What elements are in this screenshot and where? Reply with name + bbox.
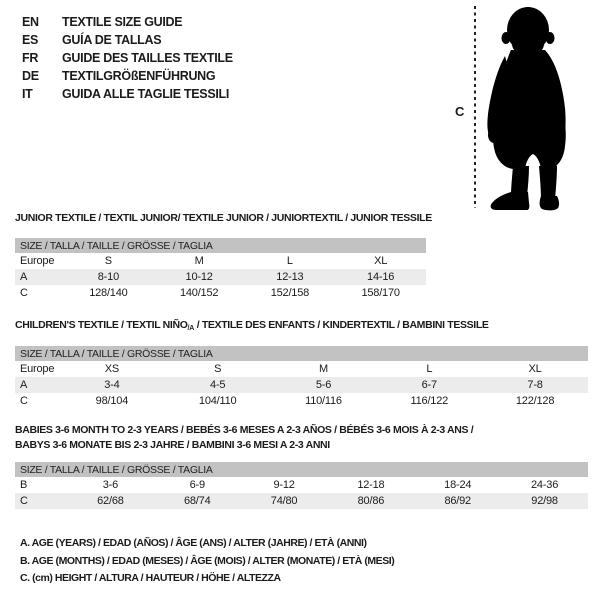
row-label: C	[20, 495, 28, 507]
children-title-subscript: /A	[187, 325, 195, 332]
babies-table-rows	[15, 477, 588, 509]
table-cell: 6-9	[189, 479, 205, 491]
children-size-table	[15, 346, 588, 409]
row-label: A	[20, 379, 28, 391]
row-label: C	[20, 287, 28, 299]
measurement-notes	[20, 537, 394, 590]
table-cell: S	[214, 363, 222, 375]
table-row	[15, 361, 588, 377]
table-cell: 4-5	[210, 379, 226, 391]
table-cell: 128/140	[89, 287, 128, 299]
row-label: A	[20, 271, 28, 283]
language-row	[22, 13, 233, 31]
baby-silhouette-icon	[487, 4, 579, 212]
language-code: ES	[22, 33, 39, 47]
table-cell: 110/116	[305, 395, 342, 407]
language-row	[22, 85, 233, 103]
note-line: C. (cm) HEIGHT / ALTURA / HAUTEUR / HÖHE / ALTEZZA	[20, 572, 281, 584]
height-measure-label: C	[455, 104, 465, 119]
junior-section-title: JUNIOR TEXTILE / TEXTIL JUNIOR/ TEXTILE JUNIOR / JUNIORTEXTIL / JUNIOR TESSILE	[15, 212, 432, 224]
language-guide-title: GUIDA ALLE TAGLIE TESSILI	[62, 87, 230, 101]
language-guide-title: GUIDE DES TAILLES TEXTILE	[62, 51, 233, 65]
table-cell: 3-6	[102, 479, 119, 491]
table-row	[15, 477, 588, 493]
table-row	[15, 493, 588, 509]
language-guide-title: GUÍA DE TALLAS	[62, 33, 162, 47]
table-cell: 12-18	[357, 479, 385, 491]
note-line: A. AGE (YEARS) / EDAD (AÑOS) / ÂGE (ANS) / ALTER (JAHRE) / ETÀ (ANNI)	[20, 537, 367, 549]
table-cell: 5-6	[315, 379, 332, 391]
junior-table-rows	[15, 253, 426, 301]
language-row	[22, 31, 233, 49]
table-cell: M	[194, 255, 204, 267]
junior-size-table	[15, 238, 426, 301]
table-cell: 8-10	[97, 271, 119, 283]
table-cell: 68/74	[183, 495, 211, 507]
language-title-block	[22, 13, 233, 103]
language-code: DE	[22, 69, 39, 83]
table-cell: M	[319, 363, 328, 375]
babies-title-line2: BABYS 3-6 MONATE BIS 2-3 JAHRE / BAMBINI 3-6 MESI A 2-3 ANNI	[15, 439, 330, 451]
table-cell: 3-4	[104, 379, 120, 391]
table-cell: 86/92	[444, 495, 471, 507]
table-cell: L	[286, 255, 293, 267]
row-label: B	[20, 479, 28, 491]
table-cell: 10-12	[185, 271, 213, 283]
table-cell: 140/152	[179, 287, 219, 299]
table-row	[15, 269, 426, 285]
table-row	[15, 377, 588, 393]
children-section-title	[15, 319, 489, 332]
children-table-rows	[15, 361, 588, 409]
language-code: FR	[22, 51, 39, 65]
children-title-text-after: / TEXTILE DES ENFANTS / KINDERTEXTIL / BAMBINI TESSILE	[194, 319, 489, 331]
table-cell: 152/158	[270, 287, 310, 299]
language-row	[22, 49, 233, 67]
babies-title-line1: BABIES 3-6 MONTH TO 2-3 YEARS / BEBÉS 3-6 MESES A 2-3 AÑOS / BÉBÉS 3-6 MOIS À 2-3 ANS /	[15, 424, 474, 436]
table-cell: 158/170	[361, 287, 400, 299]
table-cell: 12-13	[276, 271, 304, 283]
table-cell: 122/128	[515, 395, 555, 407]
babies-size-table	[15, 462, 588, 509]
table-cell: 104/110	[198, 395, 237, 407]
children-title-text: CHILDREN'S TEXTILE / TEXTIL NIÑO	[15, 319, 188, 331]
table-cell: 14-16	[367, 271, 395, 283]
table-cell: XL	[528, 363, 542, 375]
table-cell: 9-12	[273, 479, 295, 491]
table-cell: XL	[374, 255, 388, 267]
language-guide-title: TEXTILGRÖßENFÜHRUNG	[62, 69, 216, 83]
note-line: B. AGE (MONTHS) / EDAD (MESES) / ÂGE (MOIS) / ALTER (MONATE) / ETÀ (MESI)	[20, 554, 395, 567]
table-row	[15, 393, 588, 409]
table-cell: 18-24	[444, 479, 472, 491]
size-band-header: SIZE / TALLA / TAILLE / GRÖSSE / TAGLIA	[15, 238, 426, 253]
babies-section-title	[15, 423, 473, 453]
row-label: C	[20, 395, 28, 407]
table-cell: 6-7	[421, 379, 437, 391]
language-code: IT	[22, 87, 33, 101]
language-row	[22, 67, 233, 85]
table-row	[15, 285, 426, 301]
height-measure-line	[474, 6, 476, 208]
language-guide-title: TEXTILE SIZE GUIDE	[62, 15, 183, 29]
table-cell: 80/86	[357, 495, 385, 507]
table-cell: 116/122	[410, 395, 449, 407]
table-cell: 98/104	[95, 395, 129, 407]
row-label: Europe	[20, 363, 55, 375]
table-row	[15, 253, 426, 269]
table-cell: 74/80	[270, 495, 298, 507]
table-cell: XS	[104, 363, 120, 375]
row-label: Europe	[20, 255, 55, 267]
table-cell: 62/68	[97, 495, 124, 507]
table-cell: 7-8	[527, 379, 543, 391]
language-code: EN	[22, 15, 39, 29]
table-cell: L	[426, 363, 433, 375]
table-cell: 92/98	[531, 495, 558, 507]
table-cell: 24-36	[530, 479, 559, 491]
size-band-header: SIZE / TALLA / TAILLE / GRÖSSE / TAGLIA	[15, 346, 588, 361]
size-band-header: SIZE / TALLA / TAILLE / GRÖSSE / TAGLIA	[15, 462, 588, 477]
table-cell: S	[104, 255, 112, 267]
